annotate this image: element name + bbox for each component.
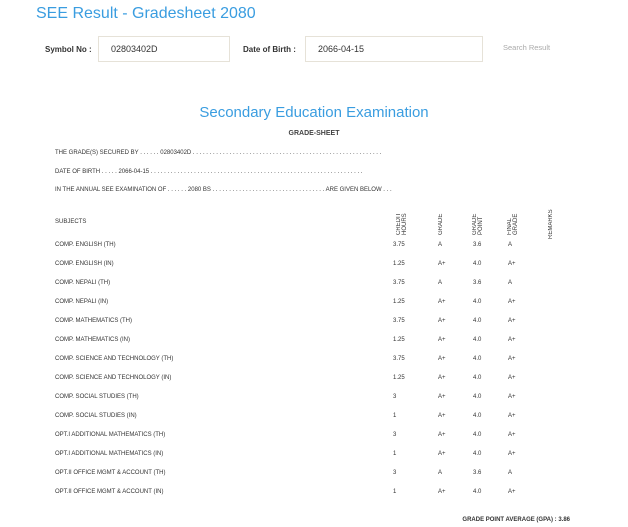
table-row (55, 242, 575, 254)
subject-cell: OPT.II OFFICE MGMT & ACCOUNT (IN) (55, 489, 164, 495)
credit-hours-cell: 3 (393, 432, 397, 438)
grade-cell: A+ (438, 356, 446, 362)
grade-cell: A+ (438, 432, 446, 438)
credit-hours-cell: 1 (393, 413, 397, 419)
subject-cell: COMP. NEPALI (TH) (55, 280, 111, 286)
search-result-button[interactable]: Search Result (503, 43, 551, 52)
credit-hours-cell: 1.25 (393, 299, 405, 305)
grade-point-cell: 3.6 (473, 280, 482, 286)
table-row (55, 280, 575, 292)
final-grade-cell: A+ (508, 261, 516, 267)
subject-cell: COMP. SOCIAL STUDIES (IN) (55, 413, 137, 419)
header-credit-hours: CREDIT HOURS (396, 212, 408, 235)
final-grade-cell: A+ (508, 413, 516, 419)
grade-cell: A (438, 280, 443, 286)
final-grade-cell: A (508, 470, 513, 476)
dob-label: Date of Birth : (243, 45, 296, 54)
credit-hours-cell: 1 (393, 451, 397, 457)
page-title: SEE Result - Gradesheet 2080 (36, 5, 256, 22)
table-row (55, 299, 575, 311)
grade-cell: A+ (438, 337, 446, 343)
grade-point-cell: 4.0 (473, 489, 482, 495)
grade-cell: A (438, 242, 443, 248)
subject-cell: COMP. MATHEMATICS (TH) (55, 318, 132, 324)
credit-hours-cell: 1.25 (393, 261, 405, 267)
subject-cell: COMP. SCIENCE AND TECHNOLOGY (IN) (55, 375, 172, 381)
table-row (55, 394, 575, 406)
grade-point-cell: 4.0 (473, 261, 482, 267)
grade-cell: A+ (438, 451, 446, 457)
table-row (55, 318, 575, 330)
credit-hours-cell: 3.75 (393, 356, 405, 362)
final-grade-cell: A+ (508, 489, 516, 495)
sheet-subheading: GRADE-SHEET (288, 130, 340, 137)
subject-cell: COMP. NEPALI (IN) (55, 299, 109, 305)
exam-line: IN THE ANNUAL SEE EXAMINATION OF . . . . . . 2080 BS . . . . . . . . . . . . . . . . . . . . . . . . . . . . . . . . . . ARE GIVEN BELOW . . . (55, 187, 392, 193)
final-grade-cell: A (508, 280, 513, 286)
credit-hours-cell: 1.25 (393, 337, 405, 343)
table-row (55, 413, 575, 425)
symbol-input[interactable]: 02803402D (98, 36, 230, 62)
table-row (55, 375, 575, 387)
subject-cell: OPT.I ADDITIONAL MATHEMATICS (TH) (55, 432, 166, 438)
grade-cell: A+ (438, 394, 446, 400)
dob-line: DATE OF BIRTH . . . . . 2066-04-15 . . . . . . . . . . . . . . . . . . . . . . . . . . . . . . . . . . . . . . . . . . . . . . . . . . . . . . . . . . . . . . . . (55, 169, 363, 175)
credit-hours-cell: 1.25 (393, 375, 405, 381)
credit-hours-cell: 3 (393, 394, 397, 400)
grade-cell: A+ (438, 318, 446, 324)
credit-hours-cell: 3 (393, 470, 397, 476)
credit-hours-cell: 1 (393, 489, 397, 495)
subject-cell: COMP. ENGLISH (TH) (55, 242, 116, 248)
header-grade-point: GRADE POINT (472, 213, 484, 235)
header-remarks: REMARKS (548, 209, 554, 239)
final-grade-cell: A+ (508, 375, 516, 381)
header-subjects: SUBJECTS (55, 219, 87, 225)
credit-hours-cell: 3.75 (393, 280, 405, 286)
gpa-summary: GRADE POINT AVERAGE (GPA) : 3.86 (462, 517, 570, 523)
header-grade: GRADE (438, 213, 444, 235)
dob-input[interactable]: 2066-04-15 (305, 36, 483, 62)
grade-point-cell: 4.0 (473, 432, 482, 438)
grade-cell: A+ (438, 489, 446, 495)
grade-point-cell: 4.0 (473, 318, 482, 324)
table-row (55, 451, 575, 463)
table-row (55, 489, 575, 501)
final-grade-cell: A+ (508, 356, 516, 362)
table-row (55, 337, 575, 349)
grade-point-cell: 4.0 (473, 375, 482, 381)
header-final-grade: FINAL GRADE (507, 213, 519, 235)
final-grade-cell: A+ (508, 337, 516, 343)
grade-cell: A+ (438, 261, 446, 267)
credit-hours-cell: 3.75 (393, 318, 405, 324)
final-grade-cell: A (508, 242, 513, 248)
symbol-label: Symbol No : (45, 45, 92, 54)
subject-cell: OPT.I ADDITIONAL MATHEMATICS (IN) (55, 451, 164, 457)
final-grade-cell: A+ (508, 394, 516, 400)
subject-cell: OPT.II OFFICE MGMT & ACCOUNT (TH) (55, 470, 166, 476)
final-grade-cell: A+ (508, 451, 516, 457)
grade-point-cell: 4.0 (473, 337, 482, 343)
grade-point-cell: 3.6 (473, 242, 482, 248)
sheet-heading: Secondary Education Examination (199, 104, 429, 121)
subject-cell: COMP. SOCIAL STUDIES (TH) (55, 394, 139, 400)
table-row (55, 470, 575, 482)
final-grade-cell: A+ (508, 299, 516, 305)
grade-point-cell: 4.0 (473, 413, 482, 419)
grade-cell: A+ (438, 413, 446, 419)
final-grade-cell: A+ (508, 432, 516, 438)
grade-cell: A+ (438, 299, 446, 305)
credit-hours-cell: 3.75 (393, 242, 405, 248)
table-row (55, 432, 575, 444)
grade-point-cell: 4.0 (473, 299, 482, 305)
subject-cell: COMP. MATHEMATICS (IN) (55, 337, 130, 343)
grade-cell: A (438, 470, 443, 476)
grade-point-cell: 4.0 (473, 356, 482, 362)
grade-cell: A+ (438, 375, 446, 381)
subject-cell: COMP. ENGLISH (IN) (55, 261, 114, 267)
subject-cell: COMP. SCIENCE AND TECHNOLOGY (TH) (55, 356, 174, 362)
table-row (55, 261, 575, 273)
table-row (55, 356, 575, 368)
grade-point-cell: 3.6 (473, 470, 482, 476)
final-grade-cell: A+ (508, 318, 516, 324)
secured-by-line: THE GRADE(S) SECURED BY . . . . . . 02803402D . . . . . . . . . . . . . . . . . . . . . . . . . . . . . . . . . . . . . . . . . . . . . . . . . . . . . . . . . (55, 150, 382, 156)
grade-point-cell: 4.0 (473, 394, 482, 400)
grade-point-cell: 4.0 (473, 451, 482, 457)
